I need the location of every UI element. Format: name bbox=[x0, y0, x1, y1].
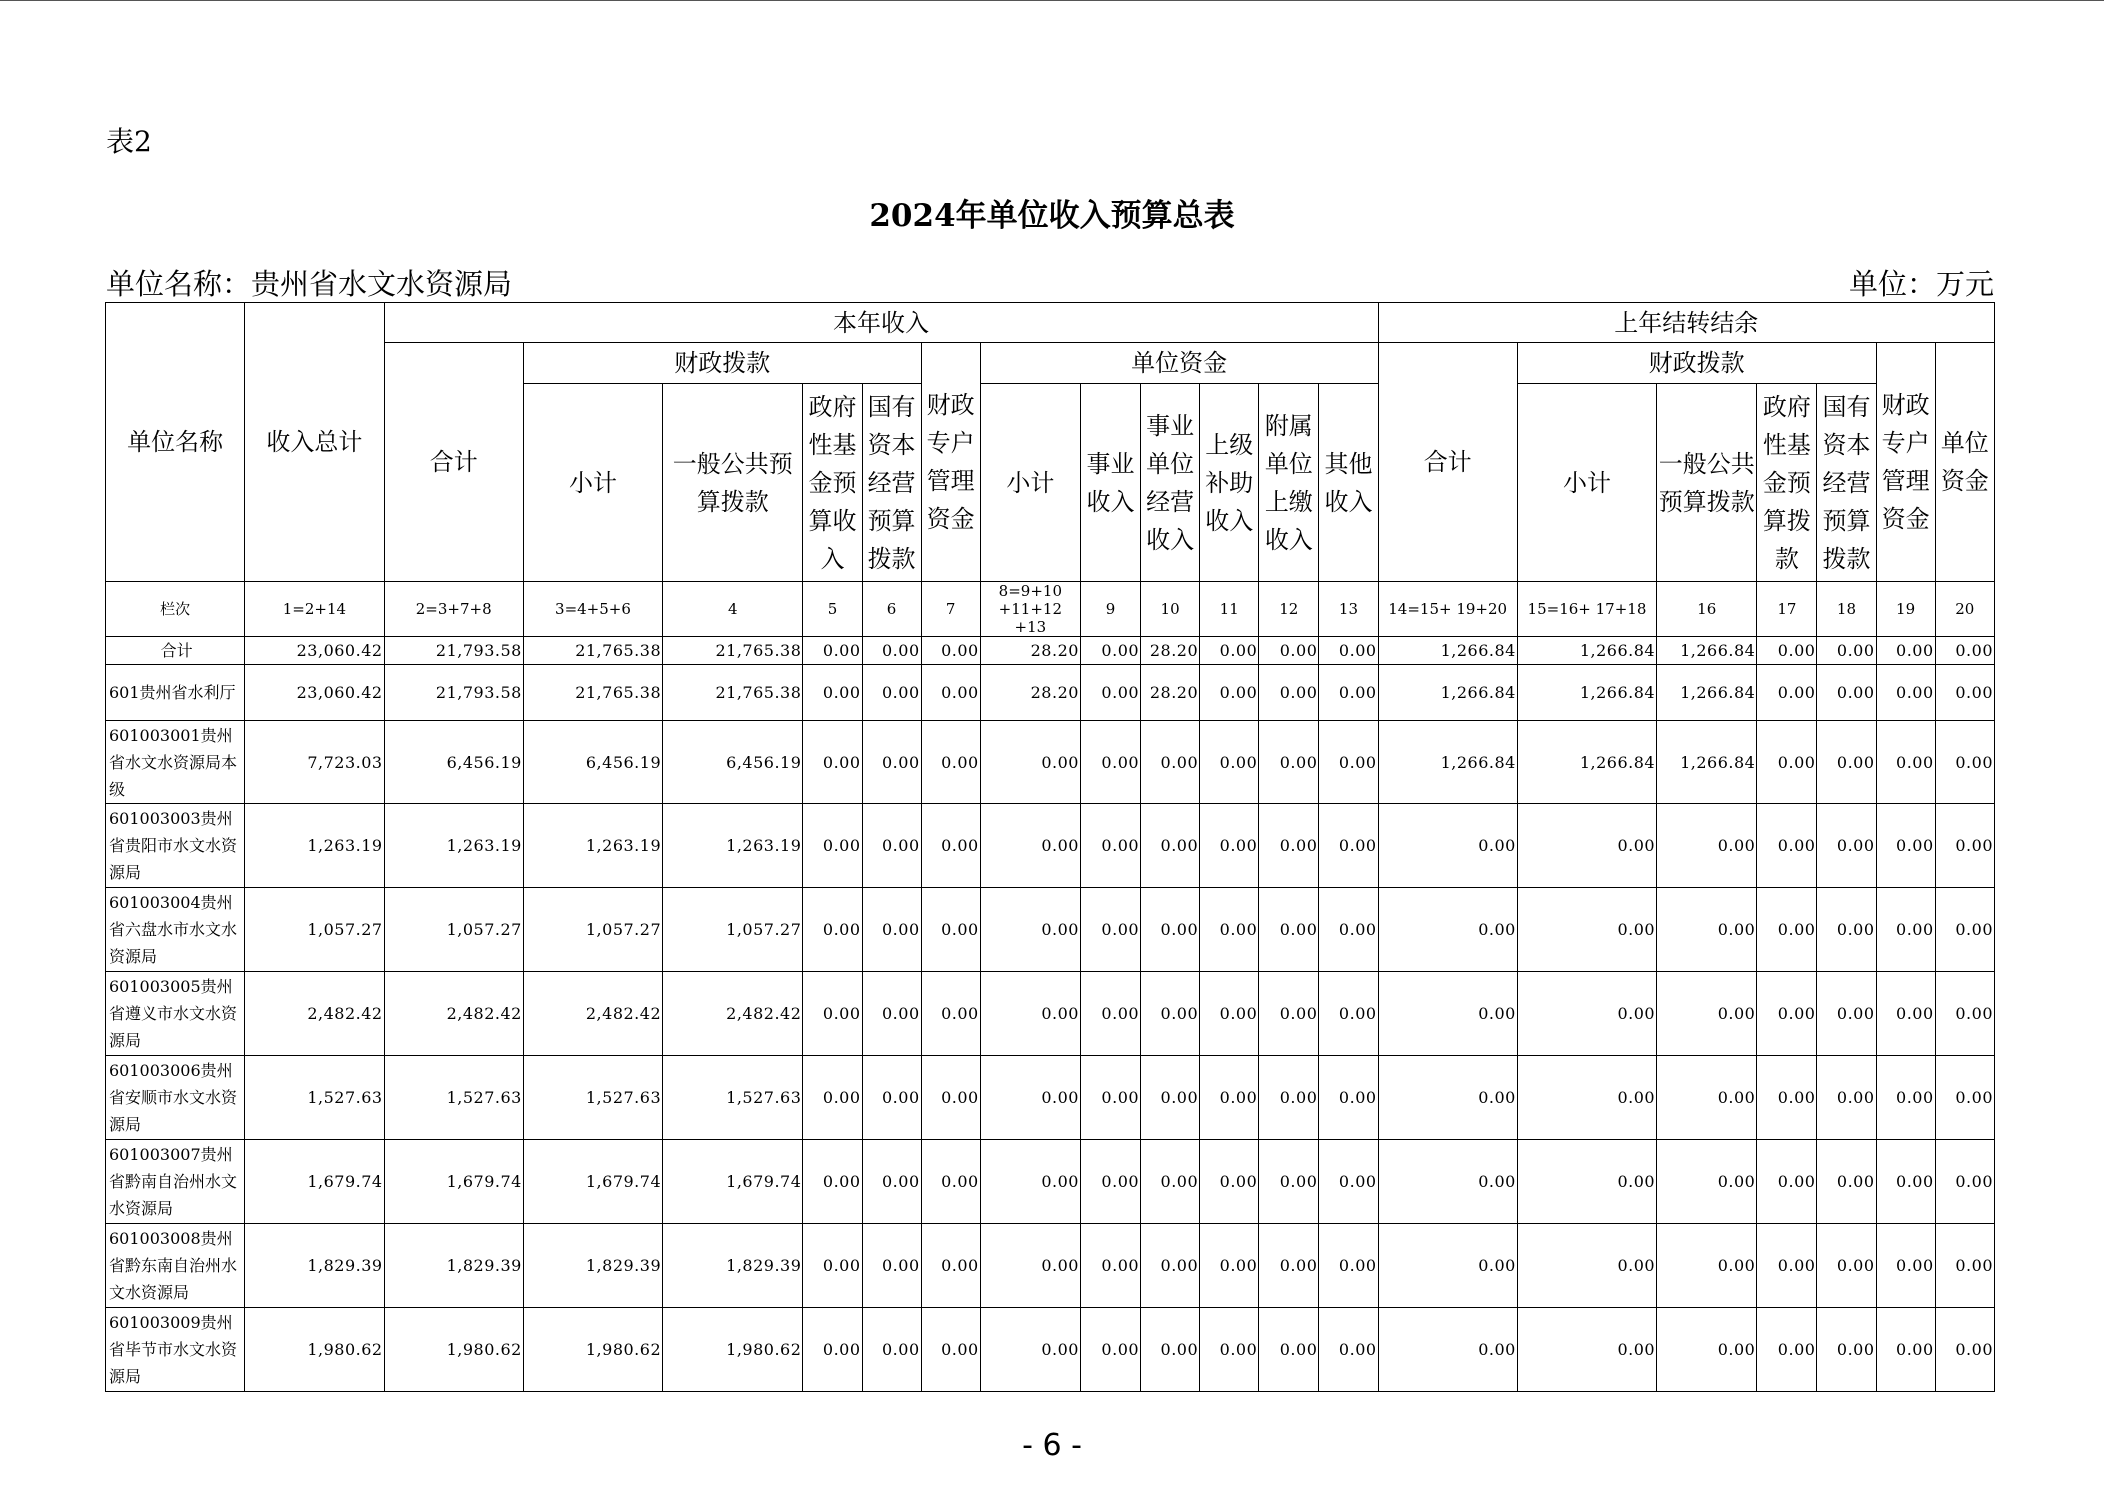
row-value-col-14: 1,266.84 bbox=[1378, 721, 1517, 804]
row-value-col-17: 0.00 bbox=[1757, 804, 1817, 888]
row-value-col-15: 0.00 bbox=[1517, 1224, 1656, 1308]
row-value-col-2: 1,057.27 bbox=[384, 888, 523, 972]
row-value-col-14: 0.00 bbox=[1378, 804, 1517, 888]
row-value-col-2: 1,980.62 bbox=[384, 1308, 523, 1392]
page-number: - 6 - bbox=[1022, 1428, 1082, 1463]
row-value-col-7: 0.00 bbox=[921, 1140, 980, 1224]
row-value-col-9: 0.00 bbox=[1080, 1224, 1140, 1308]
row-value-col-7: 0.00 bbox=[921, 721, 980, 804]
header-py-total: 合计 bbox=[1378, 343, 1517, 582]
row-value-col-5: 0.00 bbox=[803, 804, 862, 888]
row-value-col-3: 1,263.19 bbox=[523, 804, 662, 888]
code-cell: 13 bbox=[1319, 582, 1378, 637]
row-value-col-4: 1,980.62 bbox=[663, 1308, 803, 1392]
row-value-col-6: 0.00 bbox=[862, 721, 921, 804]
row-value-col-9: 0.00 bbox=[1080, 665, 1140, 721]
row-value-col-20: 0.00 bbox=[1935, 972, 1994, 1056]
row-value-col-7: 0.00 bbox=[921, 1056, 980, 1140]
row-value-col-7: 0.00 bbox=[921, 972, 980, 1056]
table-row bbox=[106, 1308, 1995, 1392]
row-value-col-18: 0.00 bbox=[1817, 637, 1876, 665]
header-py-fiscal-sub: 小计 bbox=[1517, 384, 1656, 582]
row-value-col-3: 1,679.74 bbox=[523, 1140, 662, 1224]
row-value-col-20: 0.00 bbox=[1935, 888, 1994, 972]
code-cell: 16 bbox=[1657, 582, 1757, 637]
row-value-col-18: 0.00 bbox=[1817, 888, 1876, 972]
row-value-col-5: 0.00 bbox=[803, 637, 862, 665]
header-cy-general: 一般公共预算拨款 bbox=[663, 384, 803, 582]
row-value-col-15: 1,266.84 bbox=[1517, 721, 1656, 804]
header-current-year: 本年收入 bbox=[384, 303, 1378, 343]
row-value-col-19: 0.00 bbox=[1876, 637, 1935, 665]
row-value-col-7: 0.00 bbox=[921, 888, 980, 972]
row-value-col-5: 0.00 bbox=[803, 888, 862, 972]
code-cell: 14=15+ 19+20 bbox=[1378, 582, 1517, 637]
row-value-col-13: 0.00 bbox=[1319, 1308, 1378, 1392]
row-value-col-11: 0.00 bbox=[1200, 665, 1259, 721]
code-cell: 17 bbox=[1757, 582, 1817, 637]
code-cell: 4 bbox=[663, 582, 803, 637]
row-value-col-14: 0.00 bbox=[1378, 1056, 1517, 1140]
row-value-col-6: 0.00 bbox=[862, 637, 921, 665]
row-value-col-10: 0.00 bbox=[1141, 1056, 1200, 1140]
row-value-col-14: 0.00 bbox=[1378, 1224, 1517, 1308]
row-value-col-12: 0.00 bbox=[1259, 1140, 1319, 1224]
table-body bbox=[106, 637, 1995, 1392]
unit-name-label: 单位名称：贵州省水文水资源局 bbox=[106, 267, 513, 301]
row-value-col-19: 0.00 bbox=[1876, 665, 1935, 721]
row-value-col-15: 0.00 bbox=[1517, 1056, 1656, 1140]
row-value-col-5: 0.00 bbox=[803, 1308, 862, 1392]
row-value-col-10: 0.00 bbox=[1141, 1140, 1200, 1224]
row-value-col-6: 0.00 bbox=[862, 972, 921, 1056]
row-value-col-2: 21,793.58 bbox=[384, 665, 523, 721]
code-cell: 10 bbox=[1141, 582, 1200, 637]
row-value-col-13: 0.00 bbox=[1319, 888, 1378, 972]
row-value-col-13: 0.00 bbox=[1319, 665, 1378, 721]
table-row bbox=[106, 665, 1995, 721]
row-value-col-12: 0.00 bbox=[1259, 972, 1319, 1056]
row-value-col-20: 0.00 bbox=[1935, 1140, 1994, 1224]
row-value-col-13: 0.00 bbox=[1319, 1056, 1378, 1140]
header-cy-unit-sub: 小计 bbox=[980, 384, 1080, 582]
row-value-col-4: 6,456.19 bbox=[663, 721, 803, 804]
row-value-col-4: 1,829.39 bbox=[663, 1224, 803, 1308]
row-value-col-14: 0.00 bbox=[1378, 1308, 1517, 1392]
row-value-col-18: 0.00 bbox=[1817, 1056, 1876, 1140]
row-value-col-16: 1,266.84 bbox=[1657, 665, 1757, 721]
row-unit-name: 601003005贵州省遵义市水文水资源局 bbox=[106, 972, 245, 1056]
row-value-col-10: 0.00 bbox=[1141, 804, 1200, 888]
row-value-col-6: 0.00 bbox=[862, 804, 921, 888]
row-value-col-20: 0.00 bbox=[1935, 1056, 1994, 1140]
row-value-col-19: 0.00 bbox=[1876, 804, 1935, 888]
header-py-unit-funds: 单位资金 bbox=[1935, 343, 1994, 582]
row-value-col-12: 0.00 bbox=[1259, 637, 1319, 665]
row-value-col-10: 0.00 bbox=[1141, 1224, 1200, 1308]
code-cell: 5 bbox=[803, 582, 862, 637]
row-value-col-3: 2,482.42 bbox=[523, 972, 662, 1056]
row-value-col-13: 0.00 bbox=[1319, 804, 1378, 888]
row-value-col-15: 0.00 bbox=[1517, 804, 1656, 888]
row-value-col-1: 7,723.03 bbox=[245, 721, 384, 804]
row-value-col-3: 1,980.62 bbox=[523, 1308, 662, 1392]
row-value-col-6: 0.00 bbox=[862, 888, 921, 972]
row-value-col-11: 0.00 bbox=[1200, 888, 1259, 972]
row-value-col-8: 0.00 bbox=[980, 972, 1080, 1056]
row-value-col-12: 0.00 bbox=[1259, 1308, 1319, 1392]
row-value-col-8: 28.20 bbox=[980, 665, 1080, 721]
row-value-col-15: 1,266.84 bbox=[1517, 665, 1656, 721]
row-value-col-1: 2,482.42 bbox=[245, 972, 384, 1056]
code-8b: +11+12 +13 bbox=[998, 600, 1062, 636]
row-value-col-19: 0.00 bbox=[1876, 1140, 1935, 1224]
row-value-col-16: 0.00 bbox=[1657, 972, 1757, 1056]
row-value-col-4: 2,482.42 bbox=[663, 972, 803, 1056]
row-value-col-11: 0.00 bbox=[1200, 1308, 1259, 1392]
row-unit-name: 合计 bbox=[106, 637, 245, 665]
header-cy-fiscal: 财政拨款 bbox=[523, 343, 921, 384]
header-cy-other: 其他收入 bbox=[1319, 384, 1378, 582]
header-cy-special: 财政专户管理资金 bbox=[921, 343, 980, 582]
row-value-col-9: 0.00 bbox=[1080, 972, 1140, 1056]
row-value-col-17: 0.00 bbox=[1757, 888, 1817, 972]
row-value-col-19: 0.00 bbox=[1876, 972, 1935, 1056]
row-value-col-11: 0.00 bbox=[1200, 721, 1259, 804]
row-value-col-20: 0.00 bbox=[1935, 637, 1994, 665]
row-value-col-7: 0.00 bbox=[921, 637, 980, 665]
table-row bbox=[106, 1224, 1995, 1308]
row-value-col-3: 1,527.63 bbox=[523, 1056, 662, 1140]
row-value-col-19: 0.00 bbox=[1876, 888, 1935, 972]
row-value-col-18: 0.00 bbox=[1817, 1224, 1876, 1308]
row-value-col-11: 0.00 bbox=[1200, 1056, 1259, 1140]
row-value-col-14: 0.00 bbox=[1378, 888, 1517, 972]
row-value-col-4: 1,679.74 bbox=[663, 1140, 803, 1224]
row-value-col-20: 0.00 bbox=[1935, 665, 1994, 721]
header-py-fiscal: 财政拨款 bbox=[1517, 343, 1876, 384]
row-value-col-20: 0.00 bbox=[1935, 1224, 1994, 1308]
header-py-general: 一般公共预算拨款 bbox=[1657, 384, 1757, 582]
row-value-col-9: 0.00 bbox=[1080, 721, 1140, 804]
header-cy-gov-fund: 政府性基金预算收入 bbox=[803, 384, 862, 582]
row-unit-name: 601贵州省水利厅 bbox=[106, 665, 245, 721]
row-value-col-18: 0.00 bbox=[1817, 1308, 1876, 1392]
header-cy-subsidy: 上级补助收入 bbox=[1200, 384, 1259, 582]
row-value-col-1: 1,263.19 bbox=[245, 804, 384, 888]
row-value-col-17: 0.00 bbox=[1757, 665, 1817, 721]
header-total-income: 收入总计 bbox=[245, 303, 384, 582]
header-py-gov-fund: 政府性基金预算拨款 bbox=[1757, 384, 1817, 582]
row-value-col-8: 0.00 bbox=[980, 1056, 1080, 1140]
row-value-col-15: 0.00 bbox=[1517, 972, 1656, 1056]
table-row bbox=[106, 888, 1995, 972]
row-value-col-19: 0.00 bbox=[1876, 721, 1935, 804]
header-cy-fiscal-sub: 小计 bbox=[523, 384, 662, 582]
row-value-col-18: 0.00 bbox=[1817, 1140, 1876, 1224]
row-value-col-5: 0.00 bbox=[803, 1224, 862, 1308]
row-value-col-3: 1,829.39 bbox=[523, 1224, 662, 1308]
row-value-col-8: 0.00 bbox=[980, 888, 1080, 972]
table-row bbox=[106, 1140, 1995, 1224]
row-value-col-17: 0.00 bbox=[1757, 972, 1817, 1056]
row-value-col-19: 0.00 bbox=[1876, 1056, 1935, 1140]
row-value-col-11: 0.00 bbox=[1200, 972, 1259, 1056]
table-row bbox=[106, 972, 1995, 1056]
row-value-col-3: 6,456.19 bbox=[523, 721, 662, 804]
row-value-col-10: 28.20 bbox=[1141, 665, 1200, 721]
row-value-col-16: 1,266.84 bbox=[1657, 721, 1757, 804]
code-label: 栏次 bbox=[106, 582, 245, 637]
row-value-col-6: 0.00 bbox=[862, 1308, 921, 1392]
row-value-col-18: 0.00 bbox=[1817, 665, 1876, 721]
row-value-col-8: 0.00 bbox=[980, 1224, 1080, 1308]
row-value-col-19: 0.00 bbox=[1876, 1224, 1935, 1308]
row-value-col-13: 0.00 bbox=[1319, 972, 1378, 1056]
code-cell: 7 bbox=[921, 582, 980, 637]
row-value-col-12: 0.00 bbox=[1259, 888, 1319, 972]
row-unit-name: 601003008贵州省黔东南自治州水文水资源局 bbox=[106, 1224, 245, 1308]
row-value-col-16: 1,266.84 bbox=[1657, 637, 1757, 665]
row-value-col-11: 0.00 bbox=[1200, 804, 1259, 888]
page-title: 2024年单位收入预算总表 bbox=[869, 198, 1235, 234]
row-value-col-5: 0.00 bbox=[803, 721, 862, 804]
row-value-col-18: 0.00 bbox=[1817, 972, 1876, 1056]
row-value-col-2: 2,482.42 bbox=[384, 972, 523, 1056]
row-value-col-7: 0.00 bbox=[921, 804, 980, 888]
row-value-col-3: 1,057.27 bbox=[523, 888, 662, 972]
header-cy-total: 合计 bbox=[384, 343, 523, 582]
column-code-row bbox=[106, 582, 1995, 637]
header-cy-unit-funds: 单位资金 bbox=[980, 343, 1378, 384]
row-unit-name: 601003006贵州省安顺市水文水资源局 bbox=[106, 1056, 245, 1140]
code-cell: 18 bbox=[1817, 582, 1876, 637]
row-value-col-10: 0.00 bbox=[1141, 721, 1200, 804]
row-value-col-8: 0.00 bbox=[980, 804, 1080, 888]
row-value-col-1: 23,060.42 bbox=[245, 637, 384, 665]
row-value-col-15: 0.00 bbox=[1517, 1308, 1656, 1392]
row-value-col-9: 0.00 bbox=[1080, 1308, 1140, 1392]
header-py-state-capital: 国有资本经营预算拨款 bbox=[1817, 384, 1876, 582]
row-value-col-12: 0.00 bbox=[1259, 1056, 1319, 1140]
row-value-col-1: 1,057.27 bbox=[245, 888, 384, 972]
row-value-col-8: 0.00 bbox=[980, 1140, 1080, 1224]
row-value-col-5: 0.00 bbox=[803, 972, 862, 1056]
row-value-col-13: 0.00 bbox=[1319, 721, 1378, 804]
row-value-col-2: 1,829.39 bbox=[384, 1224, 523, 1308]
row-value-col-11: 0.00 bbox=[1200, 1224, 1259, 1308]
row-value-col-12: 0.00 bbox=[1259, 1224, 1319, 1308]
row-value-col-8: 28.20 bbox=[980, 637, 1080, 665]
code-cell: 3=4+5+6 bbox=[523, 582, 662, 637]
row-value-col-9: 0.00 bbox=[1080, 888, 1140, 972]
header-cy-state-capital: 国有资本经营预算拨款 bbox=[862, 384, 921, 582]
row-value-col-2: 1,679.74 bbox=[384, 1140, 523, 1224]
row-value-col-14: 0.00 bbox=[1378, 1140, 1517, 1224]
row-value-col-11: 0.00 bbox=[1200, 637, 1259, 665]
code-8a: 8=9+10 bbox=[998, 582, 1062, 600]
row-value-col-14: 1,266.84 bbox=[1378, 637, 1517, 665]
table-row bbox=[106, 804, 1995, 888]
row-value-col-14: 1,266.84 bbox=[1378, 665, 1517, 721]
table-label: 表2 bbox=[106, 125, 152, 158]
income-budget-table bbox=[105, 302, 1995, 1392]
row-value-col-10: 0.00 bbox=[1141, 972, 1200, 1056]
row-value-col-16: 0.00 bbox=[1657, 888, 1757, 972]
row-value-col-7: 0.00 bbox=[921, 665, 980, 721]
row-value-col-16: 0.00 bbox=[1657, 1056, 1757, 1140]
code-cell: 11 bbox=[1200, 582, 1259, 637]
header-cy-business: 事业收入 bbox=[1080, 384, 1140, 582]
row-value-col-17: 0.00 bbox=[1757, 1140, 1817, 1224]
row-value-col-9: 0.00 bbox=[1080, 1140, 1140, 1224]
header-py-special: 财政专户管理资金 bbox=[1876, 343, 1935, 582]
row-value-col-7: 0.00 bbox=[921, 1308, 980, 1392]
row-unit-name: 601003001贵州省水文水资源局本级 bbox=[106, 721, 245, 804]
row-value-col-4: 21,765.38 bbox=[663, 665, 803, 721]
row-value-col-4: 1,527.63 bbox=[663, 1056, 803, 1140]
row-value-col-18: 0.00 bbox=[1817, 721, 1876, 804]
row-value-col-10: 0.00 bbox=[1141, 1308, 1200, 1392]
row-value-col-4: 1,057.27 bbox=[663, 888, 803, 972]
code-cell: 19 bbox=[1876, 582, 1935, 637]
row-value-col-6: 0.00 bbox=[862, 1224, 921, 1308]
unit-label: 单位：万元 bbox=[1848, 267, 1994, 301]
row-value-col-8: 0.00 bbox=[980, 1308, 1080, 1392]
row-value-col-12: 0.00 bbox=[1259, 721, 1319, 804]
row-value-col-6: 0.00 bbox=[862, 1140, 921, 1224]
row-value-col-1: 1,829.39 bbox=[245, 1224, 384, 1308]
code-cell: 20 bbox=[1935, 582, 1994, 637]
row-value-col-2: 1,527.63 bbox=[384, 1056, 523, 1140]
row-value-col-4: 21,765.38 bbox=[663, 637, 803, 665]
row-value-col-13: 0.00 bbox=[1319, 1224, 1378, 1308]
row-value-col-5: 0.00 bbox=[803, 665, 862, 721]
row-value-col-9: 0.00 bbox=[1080, 637, 1140, 665]
row-value-col-15: 0.00 bbox=[1517, 1140, 1656, 1224]
row-unit-name: 601003007贵州省黔南自治州水文水资源局 bbox=[106, 1140, 245, 1224]
table-row bbox=[106, 721, 1995, 804]
header-cy-affiliated: 附属单位上缴收入 bbox=[1259, 384, 1319, 582]
header-unit-name: 单位名称 bbox=[106, 303, 245, 582]
row-value-col-12: 0.00 bbox=[1259, 665, 1319, 721]
row-unit-name: 601003003贵州省贵阳市水文水资源局 bbox=[106, 804, 245, 888]
row-value-col-16: 0.00 bbox=[1657, 1224, 1757, 1308]
row-unit-name: 601003009贵州省毕节市水文水资源局 bbox=[106, 1308, 245, 1392]
row-value-col-12: 0.00 bbox=[1259, 804, 1319, 888]
row-unit-name: 601003004贵州省六盘水市水文水资源局 bbox=[106, 888, 245, 972]
row-value-col-17: 0.00 bbox=[1757, 721, 1817, 804]
row-value-col-8: 0.00 bbox=[980, 721, 1080, 804]
row-value-col-16: 0.00 bbox=[1657, 804, 1757, 888]
table-row bbox=[106, 637, 1995, 665]
page-top-border bbox=[0, 0, 2104, 1]
row-value-col-19: 0.00 bbox=[1876, 1308, 1935, 1392]
row-value-col-2: 21,793.58 bbox=[384, 637, 523, 665]
row-value-col-10: 0.00 bbox=[1141, 888, 1200, 972]
code-cell bbox=[980, 582, 1080, 637]
row-value-col-6: 0.00 bbox=[862, 665, 921, 721]
row-value-col-17: 0.00 bbox=[1757, 1056, 1817, 1140]
row-value-col-3: 21,765.38 bbox=[523, 665, 662, 721]
row-value-col-2: 1,263.19 bbox=[384, 804, 523, 888]
row-value-col-20: 0.00 bbox=[1935, 1308, 1994, 1392]
row-value-col-20: 0.00 bbox=[1935, 804, 1994, 888]
row-value-col-2: 6,456.19 bbox=[384, 721, 523, 804]
code-cell: 15=16+ 17+18 bbox=[1517, 582, 1656, 637]
code-cell: 9 bbox=[1080, 582, 1140, 637]
row-value-col-1: 1,980.62 bbox=[245, 1308, 384, 1392]
code-cell: 2=3+7+8 bbox=[384, 582, 523, 637]
row-value-col-11: 0.00 bbox=[1200, 1140, 1259, 1224]
row-value-col-14: 0.00 bbox=[1378, 972, 1517, 1056]
row-value-col-4: 1,263.19 bbox=[663, 804, 803, 888]
row-value-col-1: 1,527.63 bbox=[245, 1056, 384, 1140]
row-value-col-3: 21,765.38 bbox=[523, 637, 662, 665]
row-value-col-5: 0.00 bbox=[803, 1140, 862, 1224]
row-value-col-10: 28.20 bbox=[1141, 637, 1200, 665]
row-value-col-17: 0.00 bbox=[1757, 1224, 1817, 1308]
row-value-col-16: 0.00 bbox=[1657, 1140, 1757, 1224]
row-value-col-9: 0.00 bbox=[1080, 804, 1140, 888]
row-value-col-15: 1,266.84 bbox=[1517, 637, 1656, 665]
row-value-col-1: 1,679.74 bbox=[245, 1140, 384, 1224]
row-value-col-13: 0.00 bbox=[1319, 1140, 1378, 1224]
code-cell: 6 bbox=[862, 582, 921, 637]
code-cell: 12 bbox=[1259, 582, 1319, 637]
row-value-col-17: 0.00 bbox=[1757, 637, 1817, 665]
row-value-col-9: 0.00 bbox=[1080, 1056, 1140, 1140]
row-value-col-5: 0.00 bbox=[803, 1056, 862, 1140]
row-value-col-17: 0.00 bbox=[1757, 1308, 1817, 1392]
header-prior-year: 上年结转结余 bbox=[1378, 303, 1994, 343]
row-value-col-6: 0.00 bbox=[862, 1056, 921, 1140]
row-value-col-7: 0.00 bbox=[921, 1224, 980, 1308]
row-value-col-18: 0.00 bbox=[1817, 804, 1876, 888]
row-value-col-13: 0.00 bbox=[1319, 637, 1378, 665]
row-value-col-16: 0.00 bbox=[1657, 1308, 1757, 1392]
row-value-col-20: 0.00 bbox=[1935, 721, 1994, 804]
code-cell: 1=2+14 bbox=[245, 582, 384, 637]
table-row bbox=[106, 1056, 1995, 1140]
row-value-col-1: 23,060.42 bbox=[245, 665, 384, 721]
row-value-col-15: 0.00 bbox=[1517, 888, 1656, 972]
header-cy-operating: 事业单位经营收入 bbox=[1141, 384, 1200, 582]
